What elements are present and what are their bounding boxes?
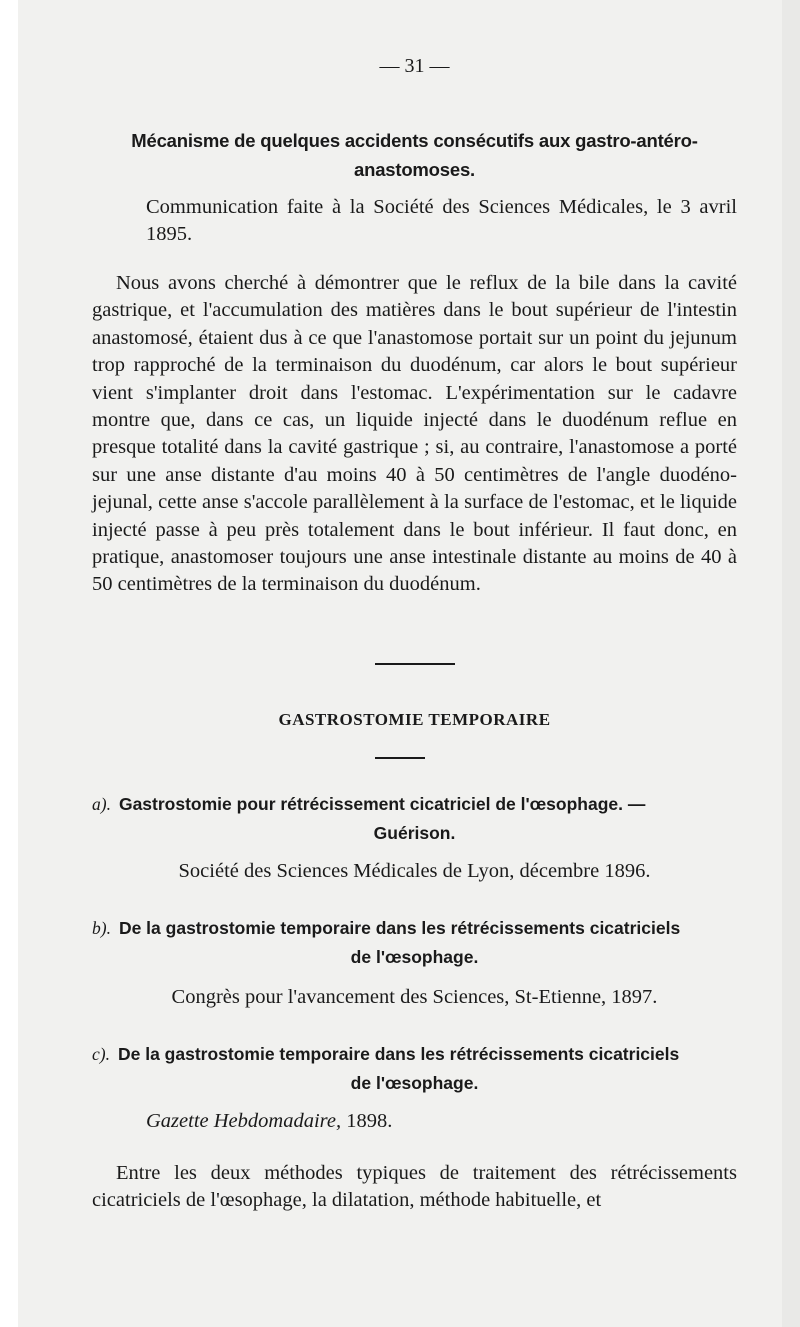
entry-title: De la gastrostomie temporaire dans les rétrécissements cicatriciels — [118, 918, 681, 938]
entry-title-line-2: Guérison. — [373, 823, 456, 843]
divider-rule — [375, 663, 455, 665]
closing-paragraph: Entre les deux méthodes typiques de traitement des rétrécissements cicatriciels de l'œsophage, la dilatation, méthode habituelle, et — [92, 1162, 737, 1212]
entry-title-line-2: de l'œsophage. — [350, 1073, 479, 1093]
divider-rule-short — [375, 757, 425, 759]
section-title: GASTROSTOMIE TEMPORAIRE — [278, 710, 551, 729]
page-number: — 31 — — [379, 55, 450, 77]
entry-b-reference: Congrès pour l'avancement des Sciences, St-Etienne, 1897. — [171, 986, 658, 1008]
article-body: Nous avons cherché à démontrer que le reflux de la bile dans la cavité gastrique, et l'accumulation des matières dans le bout supérieur de l'intestin anastomosé, étaient dus à ce que l'anastomose portait sur un point du jejunum trop rapproché de la terminaison du duodénum, car alors le bout supérieur vient s'implanter droit dans l'estomac. L'expérimentation sur le cadavre montre que, dans ce cas, un liquide injecté dans le duodénum reflue en presque totalité dans la cavité gastrique ; si, au contraire, l'anastomose a porté sur une anse distante d'au moins 40 à 50 centimètres de l'angle duodéno-jejunal, cette anse s'accole parallèlement à la surface de l'estomac, et le liquide injecté passe à peu près totalement dans le bout inférieur. Il faut donc, en pratique, anastomoser toujours une anse intestinale distante au moins de 40 à 50 centimètres de la terminaison du duodénum. — [92, 272, 737, 596]
entry-letter: c). — [92, 1044, 110, 1064]
communication-note: Communication faite à la Société des Sciences Médicales, le 3 avril 1895. — [146, 196, 737, 246]
article-title — [92, 126, 737, 184]
entry-letter: a). — [92, 794, 111, 814]
entry-title-line-2: de l'œsophage. — [350, 947, 479, 967]
entry-b — [92, 914, 737, 972]
entry-a-reference: Société des Sciences Médicales de Lyon, décembre 1896. — [178, 860, 651, 882]
entry-a — [92, 790, 737, 848]
entry-title: De la gastrostomie temporaire dans les rétrécissements cicatriciels — [117, 1044, 680, 1064]
article-title-line-1: Mécanisme de quelques accidents consécutifs aux gastro-antéro- — [131, 130, 698, 151]
entry-c-reference — [146, 1108, 737, 1135]
entry-title: Gastrostomie pour rétrécissement cicatriciel de l'œsophage. — — [118, 794, 646, 814]
journal-year: 1898. — [346, 1110, 393, 1132]
journal-name: Gazette Hebdomadaire, — [146, 1110, 342, 1132]
article-title-line-2: anastomoses. — [354, 159, 475, 180]
page-edge — [782, 0, 800, 1327]
entry-letter: b). — [92, 918, 111, 938]
entry-c — [92, 1040, 737, 1098]
